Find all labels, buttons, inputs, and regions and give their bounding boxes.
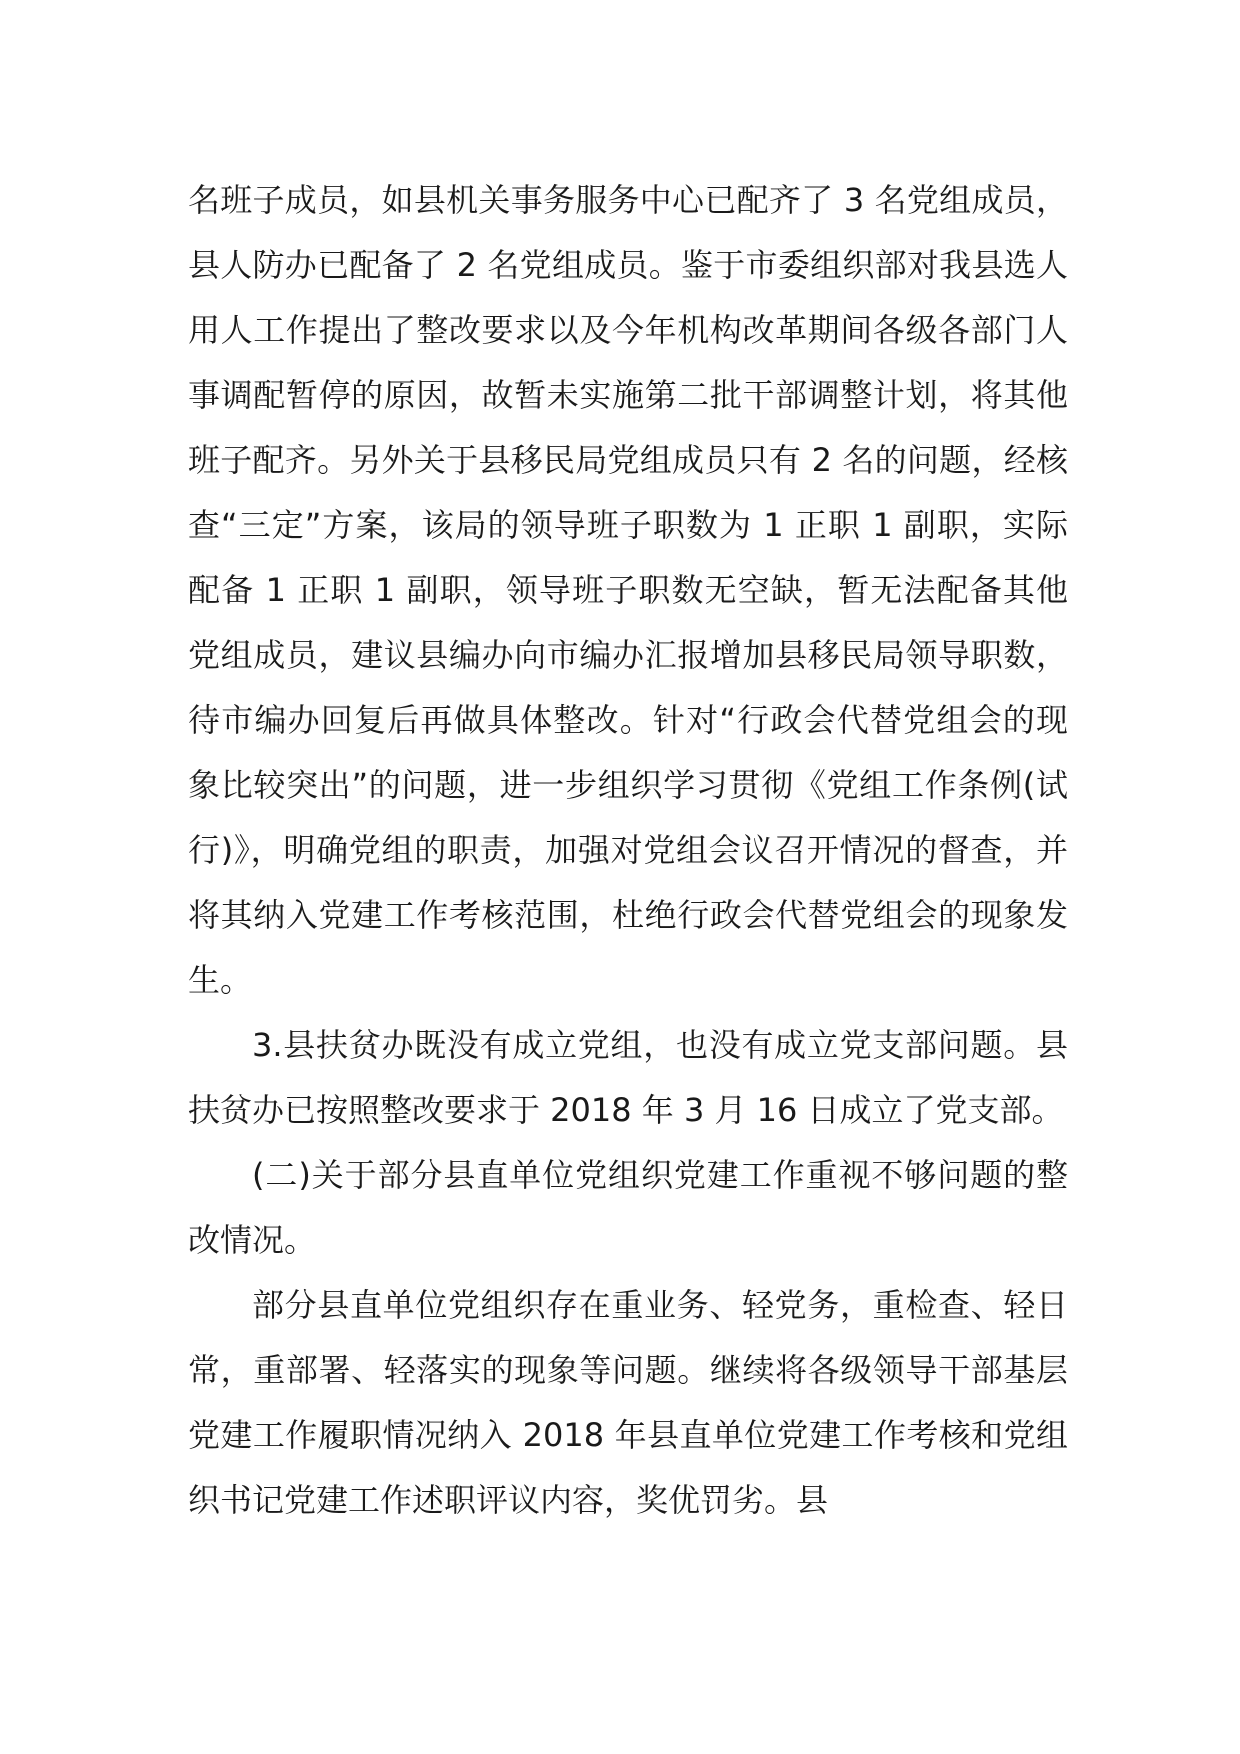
paragraph-4: 部分县直单位党组织存在重业务、轻党务，重检查、轻日常，重部署、轻落实的现象等问题。继续将各级领导干部基层党建工作履职情况纳入 2018 年县直单位党建工作考核和党组织书记党建工作述职评议内容，奖优罚劣。县 — [188, 1286, 1068, 1519]
paragraph-3: (二)关于部分县直单位党组织党建工作重视不够问题的整改情况。 — [188, 1156, 1068, 1259]
paragraph-2: 3.县扶贫办既没有成立党组，也没有成立党支部问题。县扶贫办已按照整改要求于 2018 年 3 月 16 日成立了党支部。 — [188, 1026, 1068, 1129]
paragraph-1: 名班子成员，如县机关事务服务中心已配齐了 3 名党组成员，县人防办已配备了 2 名党组成员。鉴于市委组织部对我县选人用人工作提出了整改要求以及今年机构改革期间各级各部门人事调配暂停的原因，故暂未实施第二批干部调整计划，将其他班子配齐。另外关于县移民局党组成员只有 2 名的问题，经核查“三定”方案，该局的领导班子职数为 1 正职 1 副职，实际配备 1 正职 1 副职，领导班子职数无空缺，暂无法配备其他党组成员，建议县编办向市编办汇报增加县移民局领导职数，待市编办回复后再做具体整改。针对“行政会代替党组会的现象比较突出”的问题，进一步组织学习贯彻《党组工作条例(试行)》，明确党组的职责，加强对党组会议召开情况的督查，并将其纳入党建工作考核范围，杜绝行政会代替党组会的现象发生。 — [188, 181, 1068, 999]
body-text — [188, 168, 1068, 1533]
